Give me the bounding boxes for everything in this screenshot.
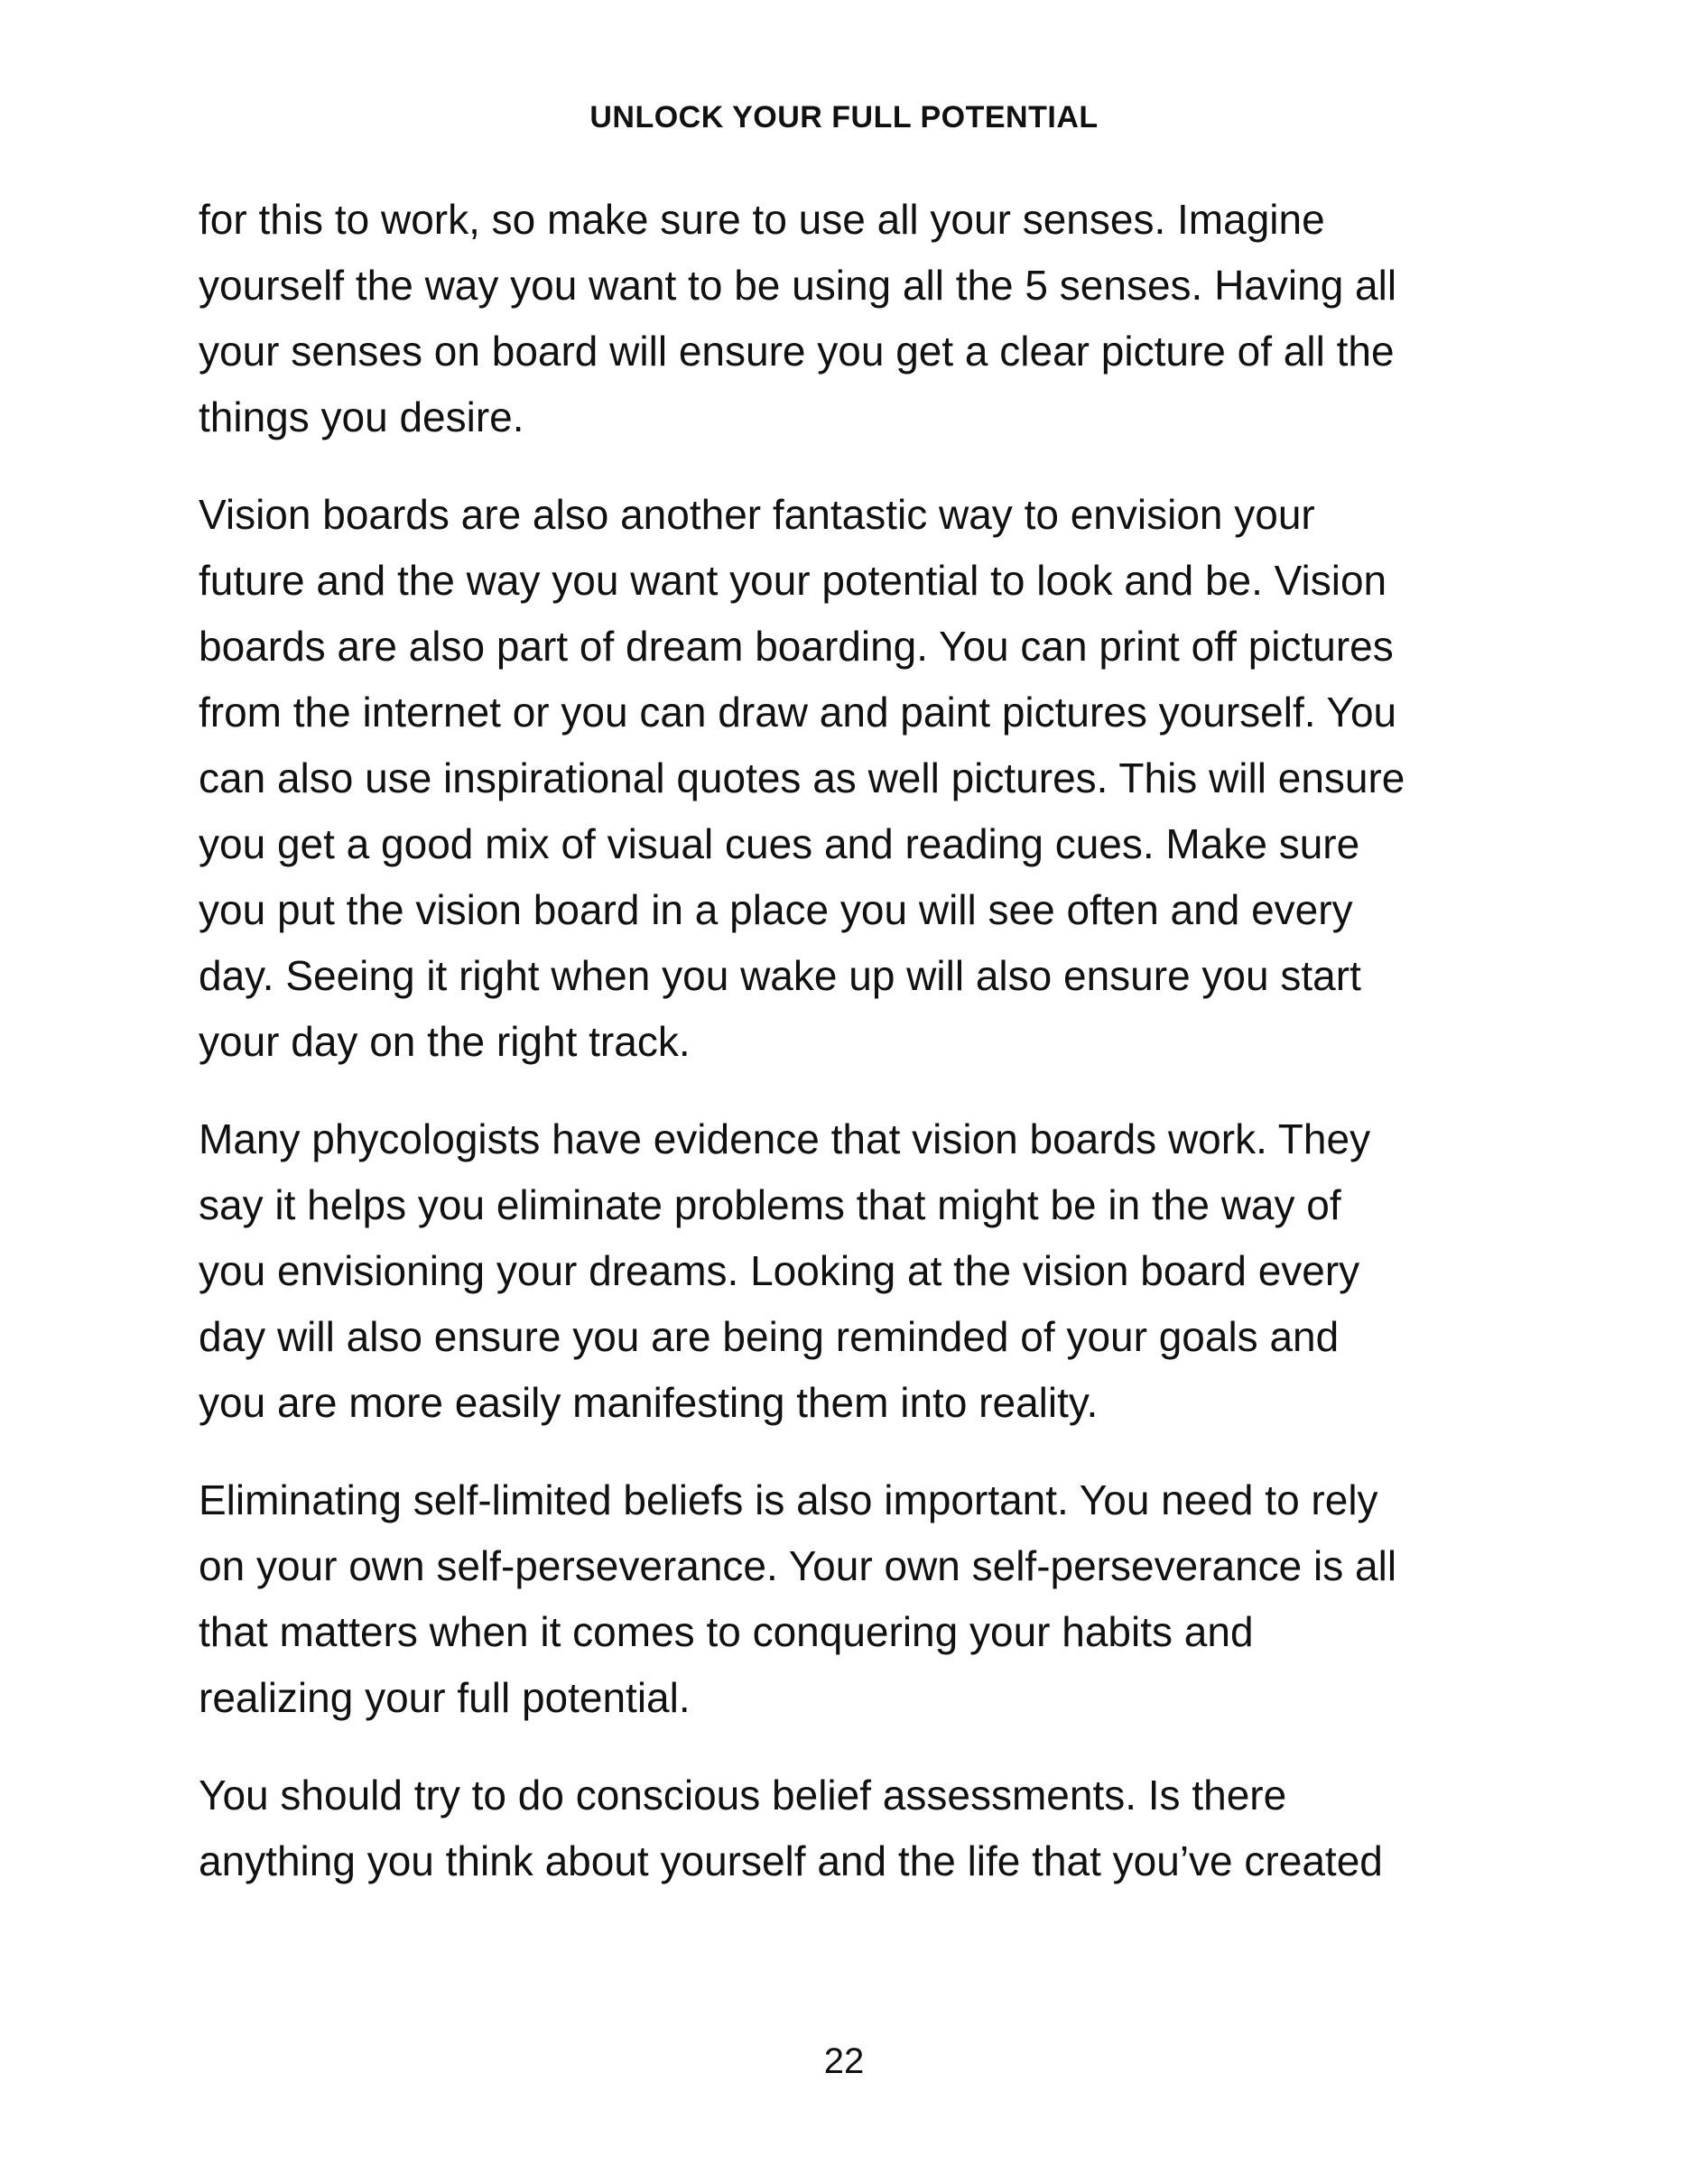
text-line: can also use inspirational quotes as well pictures. This will ensure (199, 754, 1405, 801)
running-header: UNLOCK YOUR FULL POTENTIAL (589, 100, 1099, 134)
text-line: boards are also part of dream boarding. You can print off pictures (199, 623, 1394, 670)
paragraph-1 (199, 187, 1489, 450)
paragraph-4 (199, 1467, 1489, 1731)
text-line: day will also ensure you are being reminded of your goals and (199, 1313, 1340, 1360)
text-line: on your own self-perseverance. Your own self-perseverance is all (199, 1542, 1397, 1589)
text-line: that matters when it comes to conquering your habits and (199, 1608, 1254, 1655)
text-line: say it helps you eliminate problems that might be in the way of (199, 1181, 1341, 1228)
text-line: things you desire. (199, 393, 524, 440)
text-line: your senses on board will ensure you get a clear picture of all the (199, 328, 1395, 375)
text-line: realizing your full potential. (199, 1674, 691, 1721)
text-line: you put the vision board in a place you will see often and every (199, 886, 1353, 933)
text-line: from the internet or you can draw and paint pictures yourself. You (199, 689, 1397, 736)
paragraph-2 (199, 482, 1489, 1075)
text-line: you get a good mix of visual cues and reading cues. Make sure (199, 820, 1360, 867)
text-line: Vision boards are also another fantastic way to envision your (199, 491, 1315, 538)
text-line: you are more easily manifesting them into reality. (199, 1379, 1099, 1426)
text-line: anything you think about yourself and the life that you’ve created (199, 1837, 1383, 1884)
paragraph-3 (199, 1106, 1489, 1436)
text-line: your day on the right track. (199, 1018, 691, 1065)
text-line: day. Seeing it right when you wake up will also ensure you start (199, 952, 1361, 999)
text-line: Many phycologists have evidence that vision boards work. They (199, 1115, 1371, 1162)
text-line: yourself the way you want to be using all the 5 senses. Having all (199, 262, 1397, 309)
body-text (199, 187, 1489, 1926)
text-line: You should try to do conscious belief assessments. Is there (199, 1772, 1287, 1818)
text-line: Eliminating self-limited beliefs is also important. You need to rely (199, 1476, 1378, 1523)
text-line: you envisioning your dreams. Looking at the vision board every (199, 1247, 1360, 1294)
text-line: future and the way you want your potential to look and be. Vision (199, 557, 1387, 604)
page-number: 22 (823, 2041, 865, 2081)
paragraph-5 (199, 1763, 1489, 1894)
text-line: for this to work, so make sure to use all your senses. Imagine (199, 196, 1325, 243)
